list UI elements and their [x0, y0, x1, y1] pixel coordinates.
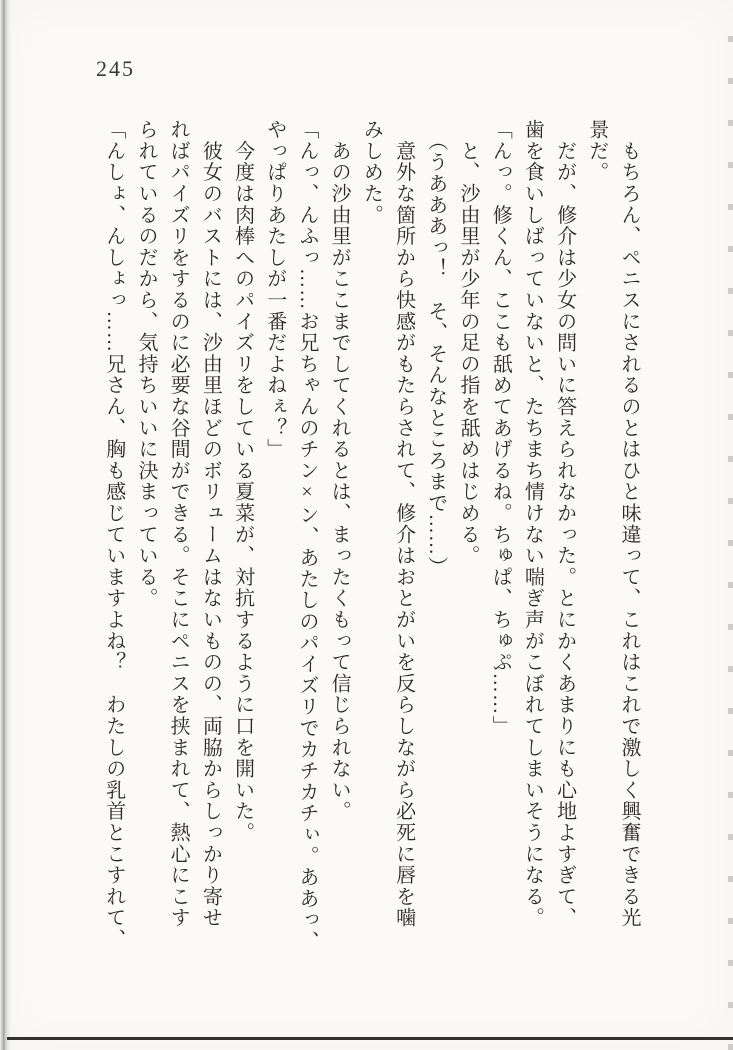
text-line: やっぱりあたしが一番だよねぇ？」 [263, 119, 286, 460]
text-line: あの沙由里がここまでしてくれるとは、まったくもって信じられない。 [328, 119, 351, 822]
text-line: もちろん、ペニスにされるのとはひと味違って、これはこれで激しく興奮できる光 [618, 119, 640, 929]
text-line: 歯を食いしばっていないと、たちまち情けない喘ぎ声がこぼれてしまいそうになる。 [521, 119, 544, 929]
body-text [98, 119, 645, 959]
scan-left-edge [0, 0, 12, 1050]
text-line: 「んっ、んふっ……お兄ちゃんのチン×ン、あたしのパイズリでカチカチぃ。ああっ、 [295, 119, 318, 952]
page-number: 245 [96, 56, 135, 81]
text-line: 「んっ。修くん、ここも舐めてあげるね。ちゅぱ、ちゅぷ……」 [489, 119, 512, 737]
text-line: ればパイズリをするのに必要な谷間ができる。そこにペニスを挟まれて、熱心にこす [167, 119, 190, 929]
text-line: 景だ。 [585, 119, 608, 183]
scan-bottom-edge-line [7, 1037, 733, 1040]
text-line: と、沙由里が少年の足の指を舐めはじめる。 [456, 119, 479, 567]
text-line: みしめた。 [360, 119, 383, 226]
text-line: 「んしょ、んしょっ……兄さん、胸も感じていますよね？ わたしの乳首とこすれて、 [102, 119, 125, 950]
scan-right-edge-marks [728, 0, 733, 1050]
text-line: 今度は肉棒へのパイズリをしている夏菜が、対抗するように口を開いた。 [231, 119, 254, 844]
text-line: 意外な箇所から快感がもたらされて、修介はおとがいを反らしながら必死に唇を噛 [392, 119, 415, 929]
text-line: （うあああっ！ そ、そんなところまで……） [424, 119, 447, 578]
text-line: 彼女のバストには、沙由里ほどのボリュームはないものの、両脇からしっかり寄せ [199, 119, 222, 929]
text-line: られているのだから、気持ちいいに決まっている。 [134, 119, 157, 609]
text-line: だが、修介は少女の問いに答えられなかった。とにかくあまりにも心地よすぎて、 [553, 119, 576, 929]
